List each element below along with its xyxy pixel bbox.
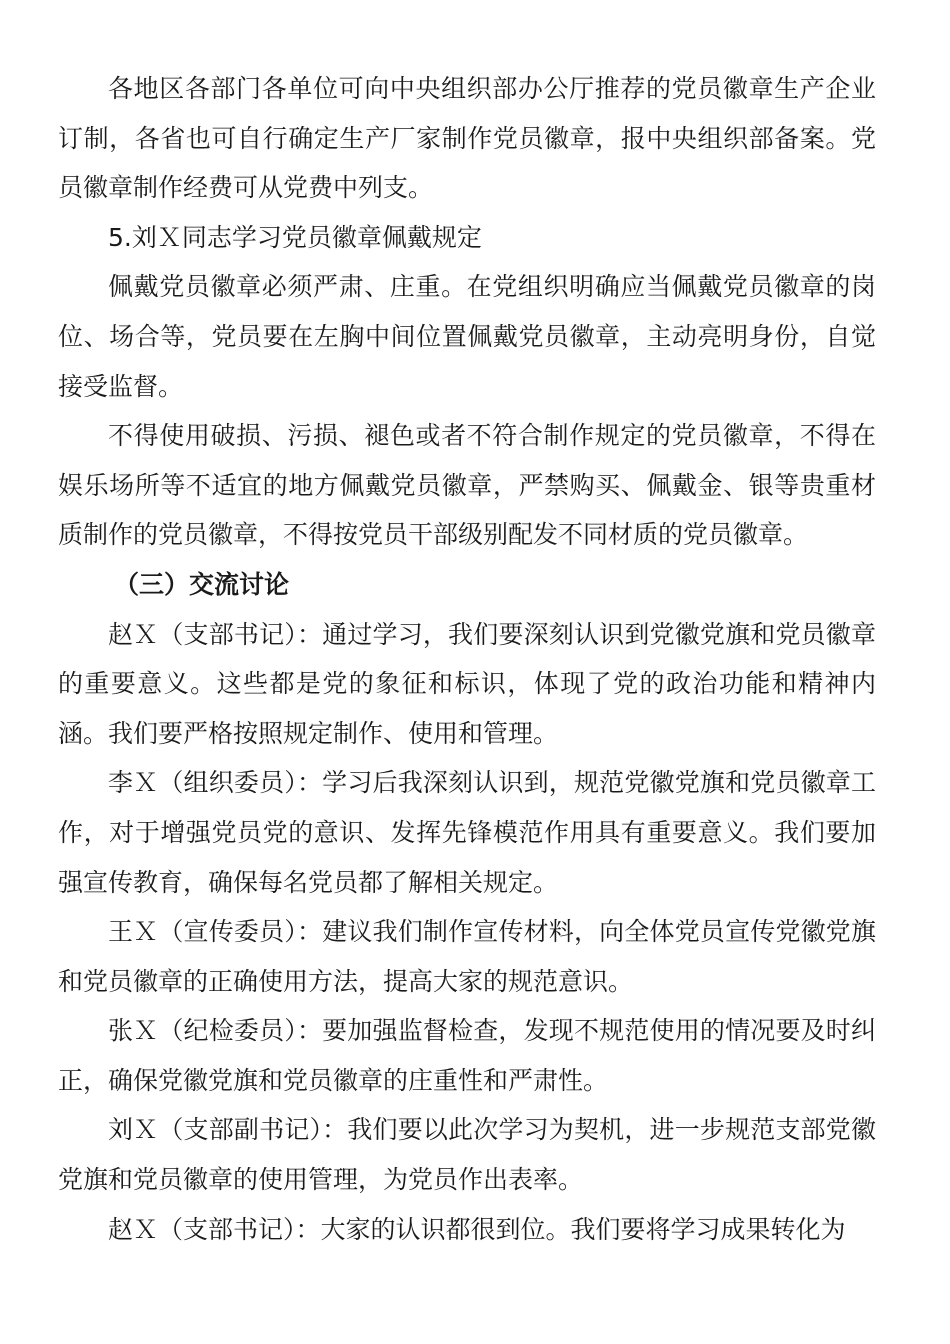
- section-heading-discussion: （三）交流讨论: [114, 569, 290, 599]
- discussion-statement: 赵Ｘ（支部书记）：大家的认识都很到位。我们要将学习成果转化为: [108, 1214, 846, 1244]
- paragraph-wearing-requirements: 佩戴党员徽章必须严肃、庄重。在党组织明确应当佩戴党员徽章的岗位、场合等，党员要在左胸中间位置佩戴党员徽章，主动亮明身份，自觉接受监督。: [58, 272, 876, 401]
- discussion-statement: 赵Ｘ（支部书记）：通过学习，我们要深刻认识到党徽党旗和党员徽章的重要意义。这些都是党的象征和标识，体现了党的政治功能和精神内涵。我们要严格按照规定制作、使用和管理。: [58, 619, 876, 748]
- document-page: [58, 64, 876, 1254]
- paragraph-wearing-prohibitions: 不得使用破损、污损、褪色或者不符合制作规定的党员徽章，不得在娱乐场所等不适宜的地方佩戴党员徽章，严禁购买、佩戴金、银等贵重材质制作的党员徽章，不得按党员干部级别配发不同材质的党员徽章。: [58, 421, 876, 550]
- discussion-statement: 张Ｘ（纪检委员）：要加强监督检查，发现不规范使用的情况要及时纠正，确保党徽党旗和党员徽章的庄重性和严肃性。: [58, 1016, 876, 1095]
- discussion-statement: 李Ｘ（组织委员）：学习后我深刻认识到，规范党徽党旗和党员徽章工作，对于增强党员党的意识、发挥先锋模范作用具有重要意义。我们要加强宣传教育，确保每名党员都了解相关规定。: [58, 768, 876, 897]
- paragraph-badge-production: 各地区各部门各单位可向中央组织部办公厅推荐的党员徽章生产企业订制，各省也可自行确定生产厂家制作党员徽章，报中央组织部备案。党员徽章制作经费可从党费中列支。: [58, 74, 876, 203]
- subheading-badge-wearing-rules: 5.刘Ｘ同志学习党员徽章佩戴规定: [108, 222, 482, 252]
- discussion-statement: 刘Ｘ（支部副书记）：我们要以此次学习为契机，进一步规范支部党徽党旗和党员徽章的使用管理，为党员作出表率。: [58, 1115, 876, 1195]
- discussion-statement: 王Ｘ（宣传委员）：建议我们制作宣传材料，向全体党员宣传党徽党旗和党员徽章的正确使用方法，提高大家的规范意识。: [58, 917, 876, 996]
